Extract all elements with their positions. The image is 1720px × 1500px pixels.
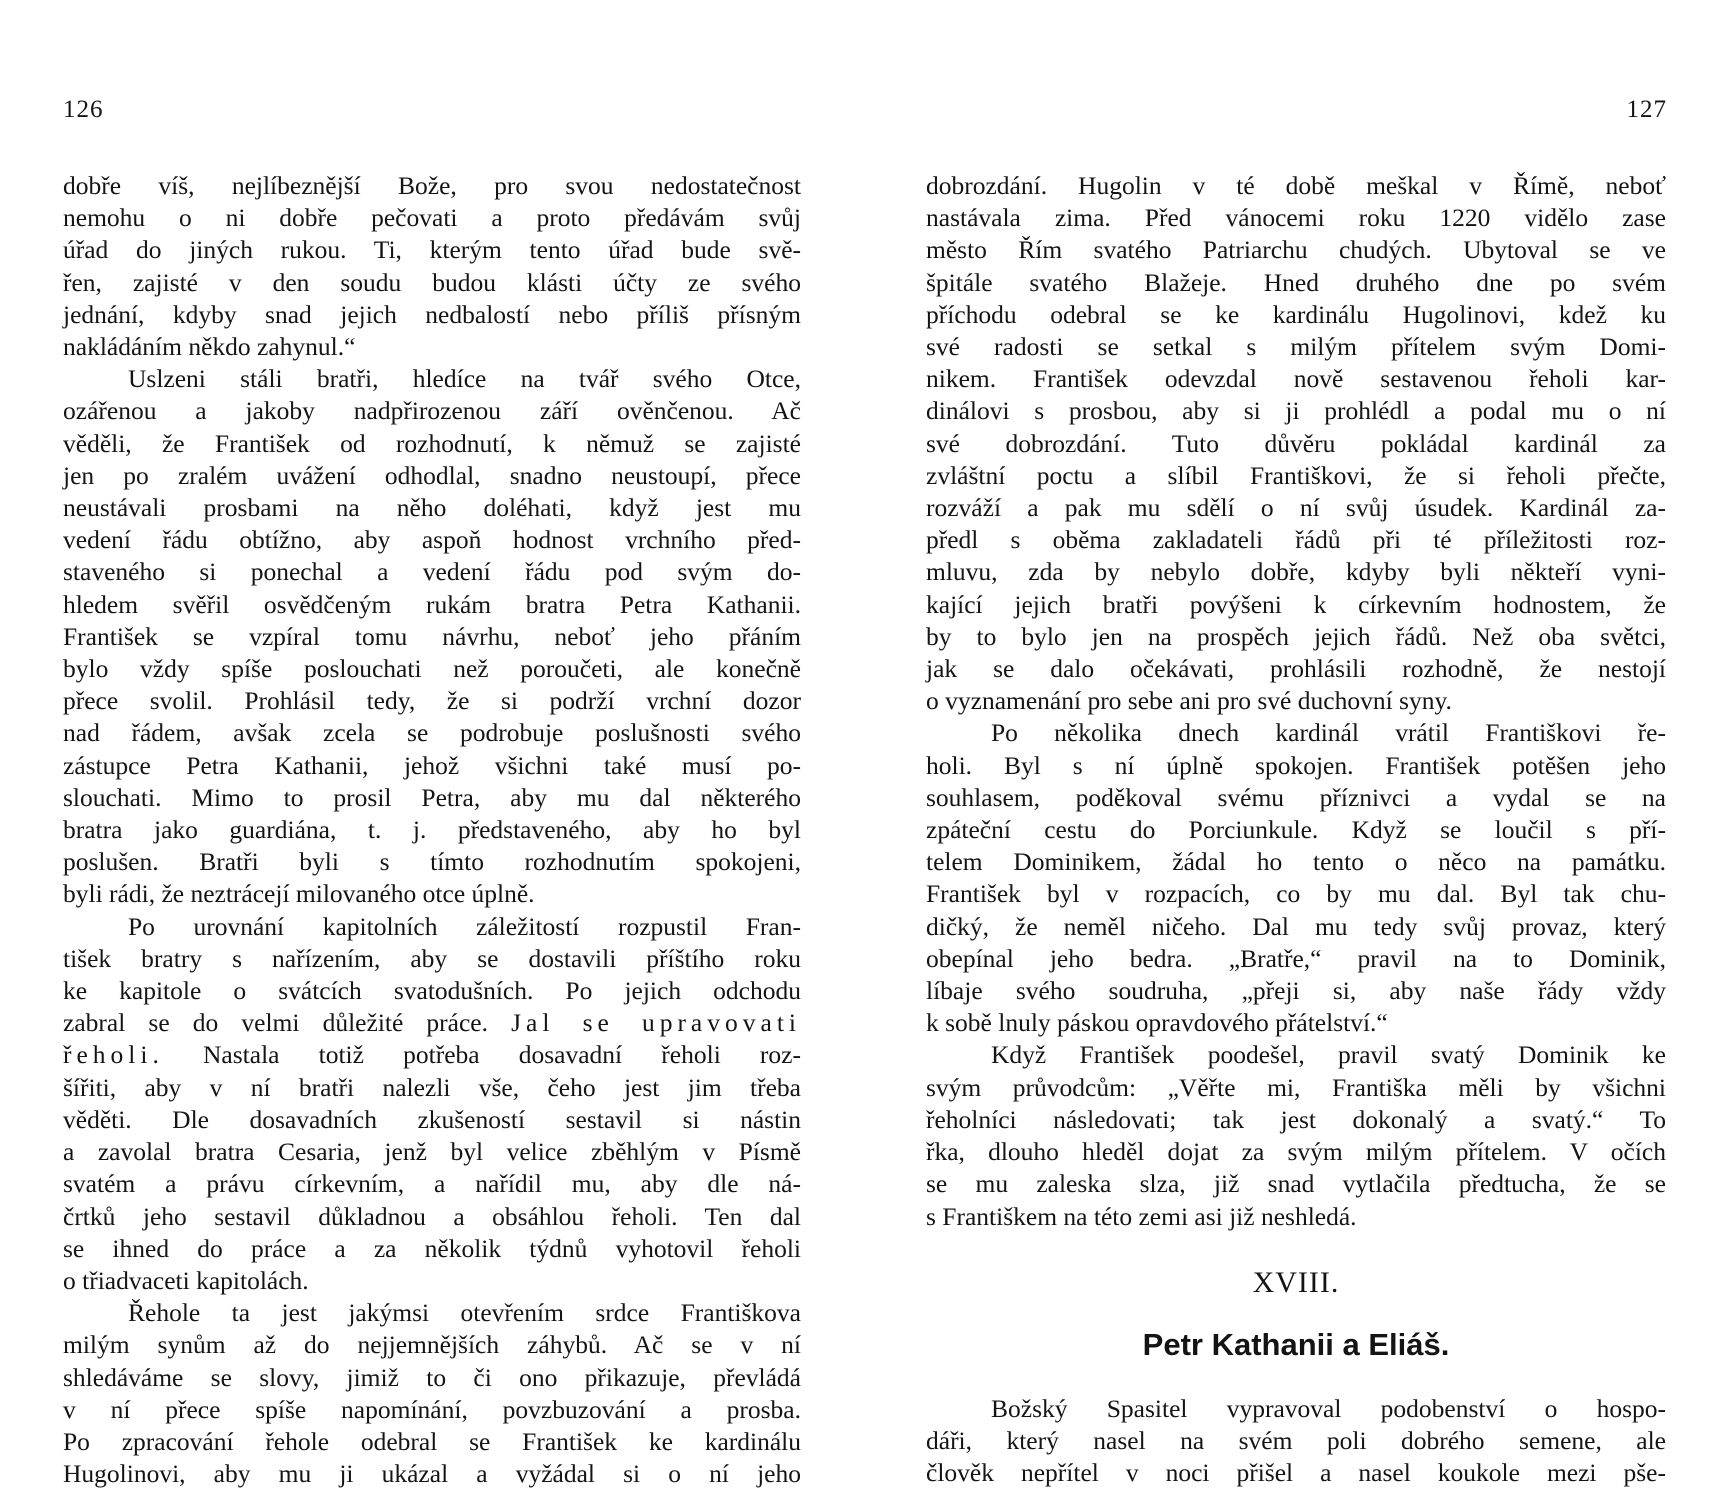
left-page-text: [63, 170, 801, 1490]
text-line: [926, 363, 1666, 395]
line-text: František se vzpíral tomu návrhu, neboť jeho přáním: [63, 621, 801, 651]
text-line: [926, 234, 1666, 266]
text-line: [926, 975, 1666, 1007]
text-line: [63, 1362, 801, 1394]
text-line: [63, 1426, 801, 1458]
line-text: šířiti, aby v ní bratři nalezli vše, čeho jest jim třeba: [63, 1072, 801, 1102]
text-block-after-chapter: [926, 1393, 1666, 1490]
text-line: [63, 1104, 801, 1136]
text-line: [926, 750, 1666, 782]
line-text: své dobrozdání. Tuto důvěru pokládal kardinál za: [926, 428, 1666, 458]
text-line: [926, 170, 1666, 202]
line-text: svým průvodcům: „Věřte mi, Františka měli by všichni: [926, 1072, 1666, 1102]
text-line: [63, 1072, 801, 1104]
text-line: [926, 1425, 1666, 1457]
text-line: [63, 1168, 801, 1200]
text-line: [926, 653, 1666, 685]
line-text: Po urovnání kapitolních záležitostí rozpustil Fran-: [128, 911, 801, 941]
text-line: [926, 395, 1666, 427]
line-text: neustávali prosbami na něho doléhati, když jest mu: [63, 493, 801, 523]
text-line: [926, 299, 1666, 331]
line-text: o třiadvaceti kapitolách.: [63, 1265, 309, 1295]
text-line: [63, 653, 801, 685]
line-text: předl s oběma zakladateli řádů při té příležitosti roz-: [926, 525, 1666, 555]
line-text: ozářenou a jakoby nadpřirozenou září ověnčenou. Ač: [63, 396, 801, 426]
line-text: přece svolil. Prohlásil tedy, že si podrží vrchní dozor: [63, 686, 801, 716]
line-text: nad řádem, avšak zcela se podrobuje poslušnosti svého: [63, 718, 801, 748]
text-line: [63, 589, 801, 621]
line-text: byli rádi, že neztrácejí milovaného otce úplně.: [63, 879, 535, 909]
text-line: [63, 1458, 801, 1490]
text-line: [926, 685, 1666, 717]
text-line: [63, 492, 801, 524]
line-text: Řehole ta jest jakýmsi otevřením srdce Františkova: [128, 1298, 801, 1328]
line-text: se mu zaleska slza, již snad vytlačila předtucha, že se: [926, 1169, 1666, 1199]
line-text: rozváží a pak mu sdělí o ní svůj úsudek. Kardinál za-: [926, 493, 1666, 523]
page-number: 126: [63, 96, 104, 123]
line-text: obepínal jeho bedra. „Bratře,“ pravil na to Dominik,: [926, 943, 1666, 973]
text-line: [63, 234, 801, 266]
text-line: [63, 1265, 801, 1297]
text-line: [926, 589, 1666, 621]
text-line: [926, 267, 1666, 299]
line-text: jednání, kdyby snad jejich nedbalostí nebo příliš přísným: [63, 299, 801, 329]
text-line: [63, 524, 801, 556]
line-text: nastávala zima. Před vánocemi roku 1220 vidělo zase: [926, 203, 1666, 233]
line-text: v ní přece spíše napomínání, povzbuzování a prosba.: [63, 1394, 801, 1424]
line-text: holi. Byl s ní úplně spokojen. František potěšen jeho: [926, 750, 1666, 780]
text-block-before-chapter: [926, 170, 1666, 1233]
text-line: [926, 1168, 1666, 1200]
line-text: příchodu odebral se ke kardinálu Hugolinovi, kdež ku: [926, 299, 1666, 329]
text-line: [926, 1201, 1666, 1233]
line-text: věděli, že František od rozhodnutí, k němuž se zajisté: [63, 428, 801, 458]
line-text: řka, dlouho hleděl dojat za svým milým přítelem. V očích: [926, 1137, 1666, 1167]
line-text: s Františkem na této zemi asi již neshledá.: [926, 1201, 1357, 1231]
line-text: črtků jeho sestavil důkladnou a obsáhlou řeholi. Ten dal: [63, 1201, 801, 1231]
text-line: [926, 524, 1666, 556]
right-page: [860, 0, 1720, 1500]
text-line: [63, 814, 801, 846]
text-line: [926, 782, 1666, 814]
text-line: [63, 331, 801, 363]
line-text: tišek bratry s nařízením, aby se dostavili příštího roku: [63, 943, 801, 973]
line-text: o vyznamenání pro sebe ani pro své duchovní syny.: [926, 686, 1452, 716]
text-line: [63, 556, 801, 588]
line-text: své radosti se setkal s milým přítelem svým Domi-: [926, 332, 1666, 362]
text-line: [926, 878, 1666, 910]
line-text: zabral se do velmi důležité práce.: [63, 1008, 488, 1038]
line-text: řen, zajisté v den soudu budou klásti účty ze svého: [63, 267, 801, 297]
text-line: [63, 1039, 801, 1071]
text-line: [926, 1393, 1666, 1425]
text-line: [926, 1457, 1666, 1489]
line-text: kající jejich bratři povýšeni k církevním hodnostem, že: [926, 589, 1666, 619]
line-text: zvláštní poctu a slíbil Františkovi, že si řeholi přečte,: [926, 460, 1666, 490]
line-text: bylo vždy spíše poslouchati než poroučeti, ale konečně: [63, 654, 801, 684]
line-text: dinálovi s prosbou, aby si ji prohlédl a podal mu o ní: [926, 396, 1666, 426]
line-text: jak se dalo očekávati, prohlásili rozhodně, že nestojí: [926, 654, 1666, 684]
line-text: dáři, který nasel na svém poli dobrého semene, ale: [926, 1425, 1666, 1455]
text-line: [63, 1394, 801, 1426]
text-line: [926, 717, 1666, 749]
line-text: líbaje svého soudruha, „přeji si, aby naše řády vždy: [926, 976, 1666, 1006]
line-text: František byl v rozpacích, co by mu dal. Byl tak chu-: [926, 879, 1666, 909]
text-line: [63, 363, 801, 395]
line-text: svatém a právu církevním, a nařídil mu, aby dle ná-: [63, 1169, 801, 1199]
line-text: Hugolinovi, aby mu ji ukázal a vyžádal si o ní jeho: [63, 1459, 801, 1489]
line-text: Když František poodešel, pravil svatý Dominik ke: [991, 1040, 1666, 1070]
line-text: Uslzeni stáli bratři, hledíce na tvář svého Otce,: [128, 364, 801, 394]
text-line: [926, 1072, 1666, 1104]
line-text: k sobě lnuly páskou opravdového přátelství.“: [926, 1008, 1388, 1038]
line-text: staveného si ponechal a vedení řádu pod svým do-: [63, 557, 801, 587]
line-text: ke kapitole o svátcích svatodušních. Po jejich odchodu: [63, 976, 801, 1006]
line-text: dičký, že neměl ničeho. Dal mu tedy svůj provaz, který: [926, 911, 1666, 941]
text-line: [926, 331, 1666, 363]
line-text: by to bylo jen na prospěch jejich řádů. Než oba světci,: [926, 621, 1666, 651]
text-line: [63, 878, 801, 910]
chapter-title: Petr Kathanii a Eliáš.: [1142, 1326, 1450, 1362]
text-line: [63, 750, 801, 782]
text-line: [926, 1039, 1666, 1071]
text-line: [926, 492, 1666, 524]
text-line: [63, 911, 801, 943]
line-text: telem Dominikem, žádal ho tento o něco na památku.: [926, 847, 1666, 877]
text-line: [63, 170, 801, 202]
text-line: [926, 428, 1666, 460]
line-text: město Řím svatého Patriarchu chudých. Ubytoval se ve: [926, 235, 1666, 265]
text-line: [63, 395, 801, 427]
text-line: [926, 1136, 1666, 1168]
line-text: dobře víš, nejlíbeznější Bože, pro svou nedostatečnost: [63, 171, 801, 200]
line-text: nikem. František odevzdal nově sestavenou řeholi kar-: [926, 364, 1666, 394]
line-text: jen po zralém uvážení odhodlal, snadno neustoupí, přece: [63, 460, 801, 490]
text-line: [63, 1329, 801, 1361]
line-text: Nastala totiž potřeba dosavadní řeholi roz-: [163, 1040, 801, 1070]
text-line: [63, 1007, 801, 1039]
line-text: souhlasem, poděkoval svému příznivci a vydal se na: [926, 782, 1666, 812]
text-line: [63, 621, 801, 653]
text-line: [926, 202, 1666, 234]
text-line: [63, 846, 801, 878]
line-text: zástupce Petra Kathanii, jehož všichni také musí po-: [63, 750, 801, 780]
line-text: milým synům až do nejjemnějších záhybů. Ač se v ní: [63, 1330, 801, 1360]
line-text: řeholníci následovati; tak jest dokonalý a svatý.“ To: [926, 1104, 1666, 1134]
line-text: mluvu, zda by nebylo dobře, kdyby byli někteří vyni-: [926, 557, 1666, 587]
line-text: a zavolal bratra Cesaria, jenž byl velice zběhlým v Písmě: [63, 1137, 801, 1167]
line-text: dobrozdání. Hugolin v té době meškal v Římě, neboť: [926, 171, 1666, 200]
line-text: Po zpracování řehole odebral se František ke kardinálu: [63, 1426, 801, 1456]
line-text: Po několika dnech kardinál vrátil Františkovi ře-: [991, 718, 1666, 748]
line-text: poslušen. Bratři byli s tímto rozhodnutím spokojeni,: [63, 847, 801, 877]
line-text: věděti. Dle dosavadních zkušeností sestavil si nástin: [63, 1104, 801, 1134]
text-line: [926, 621, 1666, 653]
text-line: [926, 846, 1666, 878]
line-text: vedení řádu obtížno, aby aspoň hodnost vrchního před-: [63, 525, 801, 555]
text-line: [926, 556, 1666, 588]
text-line: [926, 460, 1666, 492]
text-line: [926, 1104, 1666, 1136]
line-text: nemohu o ni dobře pečovati a proto předávám svůj: [63, 203, 801, 233]
line-text: zpáteční cestu do Porciunkule. Když se loučil s pří-: [926, 815, 1666, 845]
line-text: Božský Spasitel vypravoval podobenství o hospo-: [991, 1393, 1666, 1423]
line-text: hledem svěřil osvědčeným rukám bratra Petra Kathanii.: [63, 589, 801, 619]
text-line: [63, 1297, 801, 1329]
text-line: [63, 267, 801, 299]
line-text: slouchati. Mimo to prosil Petra, aby mu dal některého: [63, 782, 801, 812]
line-text: úřad do jiných rukou. Ti, kterým tento úřad bude svě-: [63, 235, 801, 265]
page-number: 127: [1626, 96, 1667, 123]
line-text: se ihned do práce a za několik týdnů vyhotovil řeholi: [63, 1233, 801, 1263]
text-line: [63, 202, 801, 234]
text-line: [63, 1136, 801, 1168]
text-line: [926, 911, 1666, 943]
text-line: [63, 782, 801, 814]
text-line: [63, 975, 801, 1007]
spaced-emphasis: Jal se upravovati: [511, 1008, 801, 1038]
text-line: [63, 717, 801, 749]
chapter-number: XVIII.: [1252, 1265, 1340, 1299]
text-line: [63, 943, 801, 975]
text-line: [63, 428, 801, 460]
text-line: [926, 814, 1666, 846]
text-line: [63, 685, 801, 717]
text-line: [63, 1201, 801, 1233]
spaced-emphasis: řeholi.: [63, 1040, 164, 1070]
line-text: nakládáním někdo zahynul.“: [63, 332, 356, 362]
text-line: [63, 460, 801, 492]
line-text: špitále svatého Blažeje. Hned druhého dne po svém: [926, 267, 1666, 297]
line-text: člověk nepřítel v noci přišel a nasel koukole mezi pše-: [926, 1458, 1666, 1488]
text-line: [926, 1007, 1666, 1039]
right-page-text: [926, 170, 1666, 1489]
text-line: [926, 943, 1666, 975]
line-text: bratra jako guardiána, t. j. představeného, aby ho byl: [63, 815, 801, 845]
line-text: shledáváme se slovy, jimiž to či ono přikazuje, převládá: [63, 1362, 801, 1392]
text-line: [63, 1233, 801, 1265]
text-line: [63, 299, 801, 331]
